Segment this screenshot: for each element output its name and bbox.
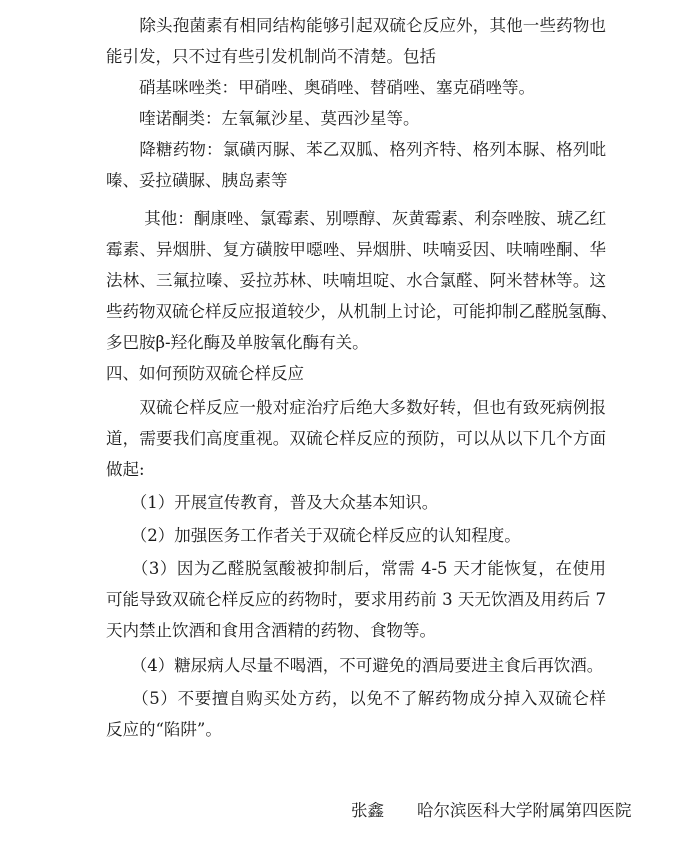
text-line: 多巴胺β-羟化酶及单胺氧化酶有关。 [106,333,369,352]
list-item-2 [106,520,606,551]
text-line: 降糖药物：氯磺丙脲、苯乙双胍、格列齐特、格列本脲、格列吡 [106,140,606,159]
paragraph-hypoglycemics [106,134,606,196]
text-line: 嗪、妥拉磺脲、胰岛素等 [106,171,288,190]
signature-gap [384,801,417,820]
text-line: 法林、三氟拉嗪、妥拉苏林、呋喃坦啶、水合氯醛、阿米替林等。这 [106,271,606,290]
list-item-1 [106,487,606,518]
text-line: 其他：酮康唑、氯霉素、别嘌醇、灰黄霉素、利奈唑胺、琥乙红 [106,209,607,228]
list-item-3 [106,553,606,646]
text-line: （1）开展宣传教育，普及大众基本知识。 [106,493,439,512]
signature-author: 张鑫 [350,801,384,820]
text-line: 道，需要我们高度重视。双硫仑样反应的预防，可以从以下几个方面 [106,429,606,448]
paragraph-intro [106,10,606,72]
text-line: 天内禁止饮酒和食用含酒精的药物、食物等。 [106,621,436,640]
paragraph-nitroimidazoles [106,72,606,103]
paragraph-others [106,203,618,358]
text-line: 些药物双硫仑样反应报道较少，从机制上讨论，可能抑制乙醛脱氢酶、 [106,302,618,321]
signature-affiliation: 哈尔滨医科大学附属第四医院 [416,801,632,820]
section-heading [106,358,606,389]
text-line: 双硫仑样反应一般对症治疗后绝大多数好转，但也有致死病例报 [106,398,606,417]
text-line: 喹诺酮类：左氧氟沙星、莫西沙星等。 [106,109,420,128]
list-item-5 [106,683,606,745]
paragraph-prevention-intro [106,392,606,485]
text-line: 可能导致双硫仑样反应的药物时，要求用药前 3 天无饮酒及用药后 7 [106,590,606,609]
text-line: 能引发，只不过有些引发机制尚不清楚。包括 [106,47,436,66]
text-line: 做起: [106,460,145,479]
list-item-4 [106,650,606,681]
text-line: 反应的“陷阱”。 [106,720,222,739]
text-line: 四、如何预防双硫仑样反应 [106,364,304,383]
text-line: 硝基咪唑类：甲硝唑、奥硝唑、替硝唑、塞克硝唑等。 [106,78,535,97]
text-line: （4）糖尿病人尽量不喝酒，不可避免的酒局要进主食后再饮酒。 [106,656,604,675]
text-line: 霉素、异烟肼、复方磺胺甲噁唑、异烟肼、呋喃妥因、呋喃唑酮、华 [106,240,606,259]
text-line: （3）因为乙醛脱氢酸被抑制后，常需 4-5 天才能恢复，在使用 [106,559,606,578]
text-line: （2）加强医务工作者关于双硫仑样反应的认知程度。 [106,526,521,545]
text-line: 除头孢菌素有相同结构能够引起双硫仑反应外，其他一些药物也 [106,16,606,35]
paragraph-quinolones [106,103,606,134]
signature [330,764,631,857]
text-line: （5）不要擅自购买处方药，以免不了解药物成分掉入双硫仑样 [106,689,606,708]
